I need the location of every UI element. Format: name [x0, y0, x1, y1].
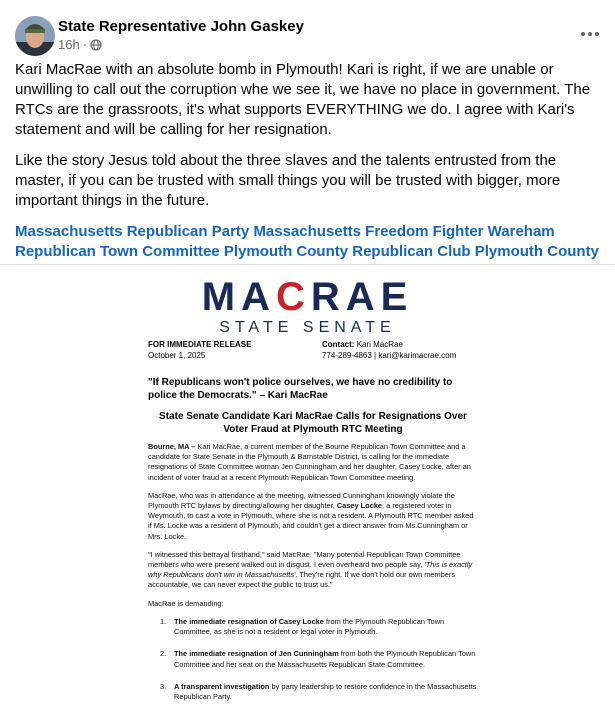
list-item	[160, 617, 480, 637]
item-number: 3.	[160, 681, 167, 691]
release-info	[148, 339, 251, 361]
more-options-button[interactable]	[572, 20, 608, 48]
item-text: from the Plymouth Republican Town Committee, as she is not a resident or legal voter in Plymouth.	[174, 617, 445, 637]
contact-label: Contact:	[322, 340, 355, 349]
logo-wordmark	[0, 275, 615, 319]
pull-quote: "If Republicans won't police ourselves, we have no credibility to police the Democrats." – Kari MacRae	[148, 377, 453, 401]
dateline: Bourne, MA –	[148, 442, 196, 451]
paragraph-text: "I witnessed this betrayal firsthand," said MacRae. "Many potential Republican Town Committee members who were present walked out in disgust. I even overheard two people say,	[148, 549, 461, 570]
release-paragraph	[148, 550, 478, 591]
paragraph-text: . They're right. If we don't hold our own members accountable, we can never expect the public to trust us."	[148, 570, 456, 590]
avatar[interactable]	[15, 16, 55, 56]
press-release-image[interactable]	[0, 265, 615, 705]
item-text: by party leadership to restore confidence in the Massachusetts Republican Party.	[174, 681, 477, 702]
post-header	[0, 0, 615, 58]
logo-subtitle: STATE SENATE	[219, 319, 396, 336]
logo-text-post: RAE	[310, 275, 414, 319]
item-bold: The immediate resignation of Casey Locke	[174, 617, 324, 626]
item-bold: The immediate resignation of Jen Cunningham	[174, 649, 339, 659]
contact-name: Kari MacRae	[356, 340, 403, 349]
post-meta	[58, 37, 102, 52]
more-options-icon	[588, 32, 592, 36]
meta-separator: ·	[82, 37, 88, 52]
paragraph-text: , a registered voter in Weymouth, to cast a vote in Plymouth, where she is not a resident. A Plymouth RTC member asked if Ms. Locke was a resident of Plymouth, and couldn't get a direct answer from Ms.Cunningham or Mrs. Locke.	[148, 501, 474, 541]
tag-link[interactable]: Plymouth County	[474, 243, 599, 260]
release-headline: State Senate Candidate Kari MacRae Calls for Resignations Over Voter Fraud at Plymouth RTC Meeting	[159, 411, 467, 435]
post-paragraph: Like the story Jesus told about the three slaves and the talents entrusted from the master, if you can be trusted with small things you will be trusted with bigger, more important things in the future.	[15, 152, 561, 209]
post-paragraph: Kari MacRae with an absolute bomb in Plymouth! Kari is right, if we are unable or unwilling to call out the corruption whe we see it, we have no place in government. The RTCs are the grassroots, it's what supports EVERYTHING we do. I agree with Kari's statement and will be calling for her resignation.	[15, 61, 591, 138]
demanding-label: MacRae is demanding:	[148, 598, 224, 608]
tag-link[interactable]: Massachusetts Republican Party	[15, 223, 250, 240]
post-author[interactable]: State Representative John Gaskey	[58, 18, 304, 35]
release-paragraph	[148, 491, 478, 542]
campaign-logo	[0, 275, 615, 337]
release-body	[148, 442, 478, 617]
paragraph-text: MacRae, who was in attendance at the meeting, witnessed Cunningham knowingly violate the Plymouth RTC bylaws by directing/allowing her daughter,	[148, 490, 455, 511]
logo-text-accent: C	[275, 275, 311, 319]
contact-info	[322, 339, 456, 361]
contact-details: 774-289-4863 | kari@karimacrae.com	[322, 351, 457, 360]
tag-link[interactable]: Plymouth County Republican Club	[223, 243, 471, 260]
tag-link[interactable]: Wareham Republican Town Committee	[15, 223, 555, 260]
list-item	[160, 682, 480, 702]
more-options-icon	[581, 32, 585, 36]
release-label: FOR IMMEDIATE RELEASE	[148, 340, 252, 349]
item-number: 1.	[160, 617, 167, 626]
release-date: October 1, 2025	[148, 351, 206, 360]
avatar-photo	[15, 16, 55, 56]
globe-icon	[90, 39, 102, 51]
post-time[interactable]: 16h	[58, 37, 80, 52]
logo-text-pre: MA	[201, 275, 276, 319]
item-bold: A transparent investigation	[174, 681, 270, 691]
release-paragraph	[148, 442, 478, 483]
person-name: Casey Locke	[336, 501, 383, 511]
item-text: from both the Plymouth Republican Town Committee and her seat on the Massachusetts Republican State Committee.	[174, 649, 476, 669]
demands-list	[160, 617, 480, 705]
list-item	[160, 649, 480, 669]
more-options-icon	[595, 32, 599, 36]
quoted-remark: 'This is exactly why Republicans don't win in Massachusetts'	[148, 560, 473, 580]
paragraph-text: Kari MacRae, a current member of the Bourne Republican Town Committee and a candidate for State Senate in the Plymouth & Barnstable District, is calling for the immediate resignations of State Committee woman Jen Cunningham and her daughter, Casey Locke, after an incident of voter fraud at a recent Plymouth Republican Town Committee meeting.	[148, 442, 471, 482]
item-number: 2.	[160, 649, 167, 659]
tag-link[interactable]: Massachusetts Freedom Fighter	[253, 223, 484, 240]
